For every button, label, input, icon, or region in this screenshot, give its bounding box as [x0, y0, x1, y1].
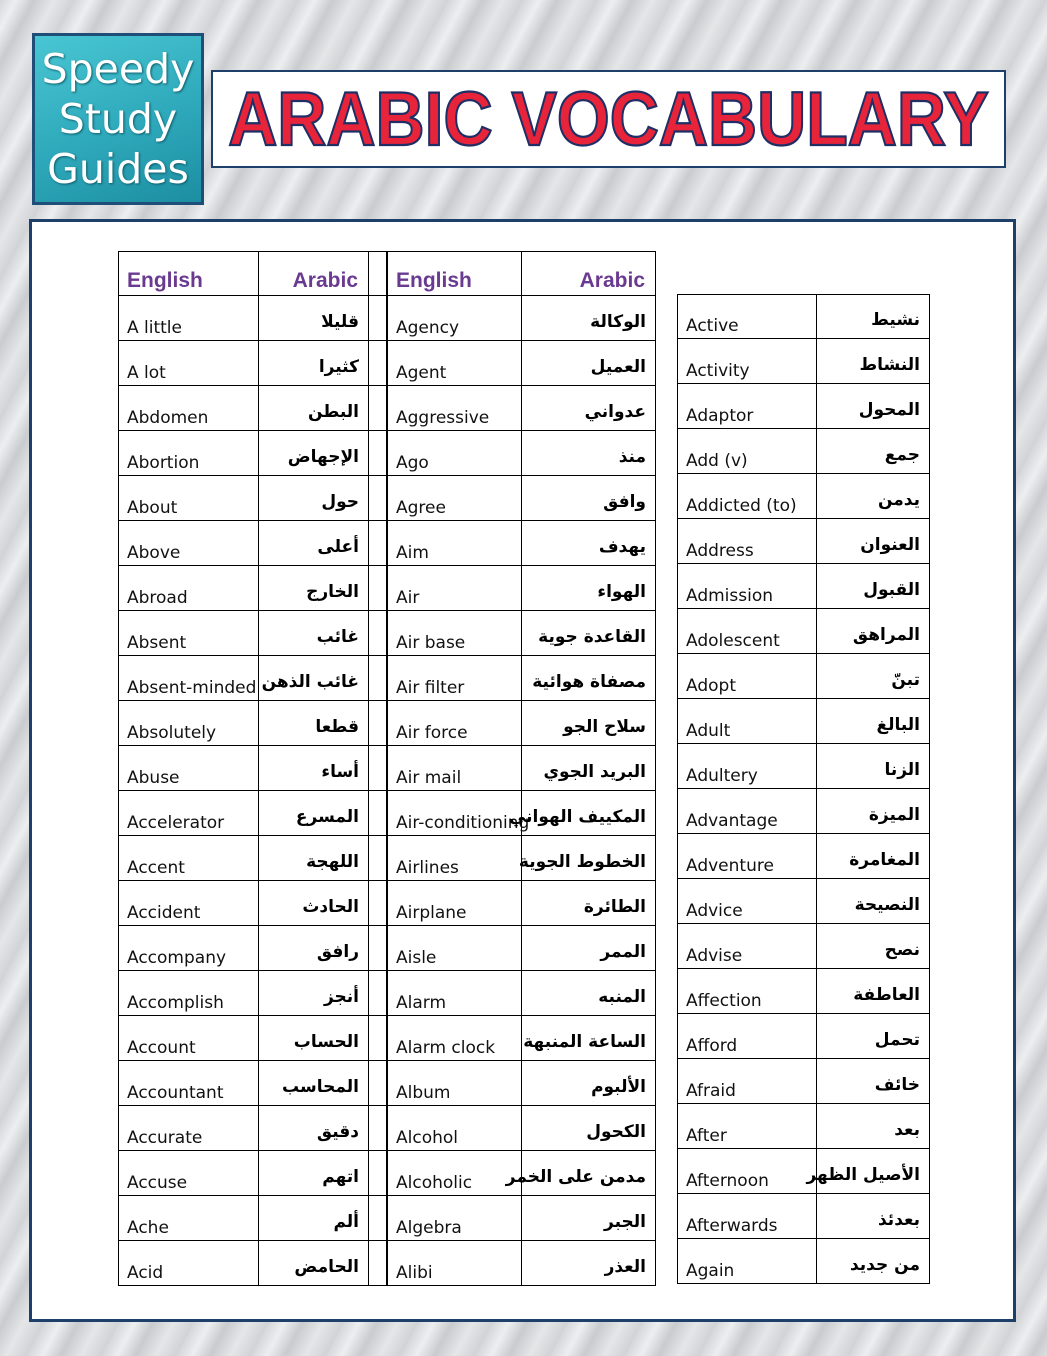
arabic-word: العاطفة — [817, 969, 930, 1014]
vocab-row — [387, 521, 656, 566]
english-word: Abuse — [118, 746, 259, 791]
arabic-word: يدمن — [817, 474, 930, 519]
arabic-word: الهواء — [522, 566, 656, 611]
english-word: Adaptor — [677, 384, 817, 429]
arabic-word: المسرع — [259, 791, 369, 836]
vocab-row — [387, 1241, 656, 1286]
arabic-word: بعدئذ — [817, 1194, 930, 1239]
english-word: Abdomen — [118, 386, 259, 431]
vocab-row — [387, 971, 656, 1016]
header-english: English — [118, 251, 259, 296]
arabic-word: غائب — [259, 611, 369, 656]
arabic-word: الخطوط الجوية — [522, 836, 656, 881]
vocab-row — [677, 744, 930, 789]
vocab-row — [118, 1196, 387, 1241]
arabic-word: الوكالة — [522, 296, 656, 341]
vocab-row — [387, 1106, 656, 1151]
arabic-word: النصيحة — [817, 879, 930, 924]
vocab-row — [387, 431, 656, 476]
arabic-word: الحامض — [259, 1241, 369, 1286]
spacer-cell — [369, 341, 387, 386]
vocab-row — [677, 879, 930, 924]
spacer-cell — [369, 791, 387, 836]
vocab-row — [118, 746, 387, 791]
spacer-cell — [369, 1061, 387, 1106]
arabic-word: رافق — [259, 926, 369, 971]
spacer-cell — [369, 971, 387, 1016]
spacer-cell — [369, 1196, 387, 1241]
vocab-row — [387, 386, 656, 431]
arabic-word: قطعا — [259, 701, 369, 746]
spacer-cell — [369, 881, 387, 926]
vocab-row — [387, 341, 656, 386]
arabic-word: الخارج — [259, 566, 369, 611]
arabic-word: ألم — [259, 1196, 369, 1241]
arabic-word: العذر — [522, 1241, 656, 1286]
english-word: Advantage — [677, 789, 817, 834]
vocab-row — [118, 476, 387, 521]
brand-logo — [32, 33, 204, 205]
english-word: Adultery — [677, 744, 817, 789]
vocab-row — [677, 654, 930, 699]
vocab-row — [677, 924, 930, 969]
arabic-word: حول — [259, 476, 369, 521]
vocab-row — [387, 1061, 656, 1106]
english-word: Algebra — [387, 1196, 522, 1241]
spacer-cell — [369, 431, 387, 476]
arabic-word: الساعة المنبهة — [522, 1016, 656, 1061]
vocab-row — [677, 519, 930, 564]
vocab-row — [118, 1151, 387, 1196]
arabic-word: من جديد — [817, 1239, 930, 1284]
vocab-row — [118, 1241, 387, 1286]
logo-line-1: Speedy — [41, 45, 195, 93]
english-word: A little — [118, 296, 259, 341]
arabic-word: وافق — [522, 476, 656, 521]
vocab-row — [677, 609, 930, 654]
header-english: English — [387, 251, 522, 296]
vocab-row — [387, 566, 656, 611]
arabic-word: القاعدة جوية — [522, 611, 656, 656]
vocab-row — [118, 566, 387, 611]
english-word: Air — [387, 566, 522, 611]
arabic-word: أساء — [259, 746, 369, 791]
english-word: Admission — [677, 564, 817, 609]
vocab-row — [677, 429, 930, 474]
vocab-row — [677, 1149, 930, 1194]
arabic-word: القبول — [817, 564, 930, 609]
english-word: Adopt — [677, 654, 817, 699]
logo-line-3: Guides — [47, 145, 189, 193]
arabic-word: البريد الجوي — [522, 746, 656, 791]
english-word: Alarm — [387, 971, 522, 1016]
arabic-word: المراهق — [817, 609, 930, 654]
vocab-row — [118, 431, 387, 476]
english-word: Above — [118, 521, 259, 566]
arabic-word: أنجز — [259, 971, 369, 1016]
english-word: Again — [677, 1239, 817, 1284]
english-word: Account — [118, 1016, 259, 1061]
spacer-cell — [369, 386, 387, 431]
spacer-cell — [369, 476, 387, 521]
arabic-word: قليلا — [259, 296, 369, 341]
arabic-word: الميزة — [817, 789, 930, 834]
english-word: Accent — [118, 836, 259, 881]
page-title: ARABIC VOCABULARY — [228, 76, 989, 162]
vocab-row — [677, 1104, 930, 1149]
arabic-word: الكحول — [522, 1106, 656, 1151]
arabic-word: مدمن على الخمر — [522, 1151, 656, 1196]
vocab-row — [118, 1016, 387, 1061]
english-word: Adult — [677, 699, 817, 744]
vocab-row — [387, 701, 656, 746]
vocab-row — [677, 294, 930, 339]
english-word: Ache — [118, 1196, 259, 1241]
arabic-word: نصح — [817, 924, 930, 969]
english-word: Airlines — [387, 836, 522, 881]
vocabulary-panel — [29, 219, 1016, 1322]
arabic-word: البالغ — [817, 699, 930, 744]
english-word: Album — [387, 1061, 522, 1106]
arabic-word: مصفاة هوائية — [522, 656, 656, 701]
english-word: Accountant — [118, 1061, 259, 1106]
english-word: Active — [677, 294, 817, 339]
vocab-row — [118, 656, 387, 701]
english-word: Agree — [387, 476, 522, 521]
header-arabic: Arabic — [259, 251, 369, 296]
english-word: Absent-minded — [118, 656, 259, 701]
english-word: Alcohol — [387, 1106, 522, 1151]
arabic-word: دقيق — [259, 1106, 369, 1151]
arabic-word: المحول — [817, 384, 930, 429]
arabic-word: النشاط — [817, 339, 930, 384]
vocab-row — [677, 1059, 930, 1104]
vocab-row — [677, 789, 930, 834]
vocab-row — [387, 746, 656, 791]
arabic-word: جمع — [817, 429, 930, 474]
arabic-word: الممر — [522, 926, 656, 971]
arabic-word: المحاسب — [259, 1061, 369, 1106]
spacer-cell — [369, 836, 387, 881]
vocab-row — [118, 341, 387, 386]
arabic-word: منذ — [522, 431, 656, 476]
header-row — [118, 251, 387, 296]
vocab-row — [118, 926, 387, 971]
english-word: Afford — [677, 1014, 817, 1059]
english-word: Alibi — [387, 1241, 522, 1286]
english-word: Advise — [677, 924, 817, 969]
english-word: Ago — [387, 431, 522, 476]
arabic-word: الأصيل الظهر — [817, 1149, 930, 1194]
arabic-word: المغامرة — [817, 834, 930, 879]
vocab-row — [387, 1016, 656, 1061]
spacer-cell — [369, 251, 387, 296]
english-word: Air base — [387, 611, 522, 656]
arabic-word: يهدف — [522, 521, 656, 566]
arabic-word: الزنا — [817, 744, 930, 789]
english-word: Advice — [677, 879, 817, 924]
english-word: Air mail — [387, 746, 522, 791]
arabic-word: كثيرا — [259, 341, 369, 386]
vocab-row — [118, 701, 387, 746]
vocab-row — [677, 1239, 930, 1284]
english-word: Alarm clock — [387, 1016, 522, 1061]
arabic-word: أعلى — [259, 521, 369, 566]
vocab-row — [118, 521, 387, 566]
english-word: Aggressive — [387, 386, 522, 431]
english-word: Address — [677, 519, 817, 564]
header-row — [387, 251, 656, 296]
english-word: Airplane — [387, 881, 522, 926]
vocab-row — [677, 834, 930, 879]
english-word: Accompany — [118, 926, 259, 971]
vocab-row — [387, 656, 656, 701]
spacer-cell — [369, 701, 387, 746]
arabic-word: اللهجة — [259, 836, 369, 881]
arabic-word: نشيط — [817, 294, 930, 339]
english-word: Abortion — [118, 431, 259, 476]
spacer-cell — [369, 1016, 387, 1061]
arabic-word: الإجهاض — [259, 431, 369, 476]
spacer-cell — [369, 611, 387, 656]
vocab-row — [677, 969, 930, 1014]
vocab-row — [677, 384, 930, 429]
english-word: Aim — [387, 521, 522, 566]
vocab-row — [387, 296, 656, 341]
english-word: Adolescent — [677, 609, 817, 654]
english-word: Acid — [118, 1241, 259, 1286]
header-arabic: Arabic — [522, 251, 656, 296]
vocab-row — [387, 1196, 656, 1241]
spacer-cell — [369, 926, 387, 971]
arabic-word: الجبر — [522, 1196, 656, 1241]
arabic-word: الحساب — [259, 1016, 369, 1061]
english-word: Aisle — [387, 926, 522, 971]
english-word: Air force — [387, 701, 522, 746]
arabic-word: خائف — [817, 1059, 930, 1104]
english-word: Abroad — [118, 566, 259, 611]
vocab-row — [677, 339, 930, 384]
vocab-row — [118, 971, 387, 1016]
arabic-word: سلاح الجو — [522, 701, 656, 746]
spacer-cell — [369, 521, 387, 566]
spacer-cell — [369, 1106, 387, 1151]
arabic-word: الطائرة — [522, 881, 656, 926]
arabic-word: غائب الذهن — [259, 656, 369, 701]
vocab-row — [677, 1194, 930, 1239]
spacer-cell — [369, 566, 387, 611]
vocab-row — [677, 1014, 930, 1059]
logo-line-2: Study — [58, 95, 178, 143]
vocab-row — [118, 881, 387, 926]
vocab-row — [387, 791, 656, 836]
english-word: Air-conditioning — [387, 791, 522, 836]
english-word: About — [118, 476, 259, 521]
english-word: Alcoholic — [387, 1151, 522, 1196]
english-word: Add (v) — [677, 429, 817, 474]
title-banner — [211, 70, 1006, 168]
english-word: Air filter — [387, 656, 522, 701]
vocab-row — [118, 1061, 387, 1106]
english-word: Accident — [118, 881, 259, 926]
english-word: Agent — [387, 341, 522, 386]
english-word: Absolutely — [118, 701, 259, 746]
english-word: Absent — [118, 611, 259, 656]
arabic-word: المكييف الهواني — [522, 791, 656, 836]
english-word: Accurate — [118, 1106, 259, 1151]
vocab-row — [677, 564, 930, 609]
arabic-word: المنبه — [522, 971, 656, 1016]
english-word: Adventure — [677, 834, 817, 879]
spacer-cell — [369, 1151, 387, 1196]
arabic-word: تحمل — [817, 1014, 930, 1059]
vocab-row — [118, 791, 387, 836]
english-word: Accomplish — [118, 971, 259, 1016]
arabic-word: اتهم — [259, 1151, 369, 1196]
arabic-word: العميل — [522, 341, 656, 386]
spacer-cell — [369, 746, 387, 791]
english-word: After — [677, 1104, 817, 1149]
vocab-row — [118, 1106, 387, 1151]
english-word: Accelerator — [118, 791, 259, 836]
vocab-row — [387, 611, 656, 656]
arabic-word: العنوان — [817, 519, 930, 564]
vocab-row — [118, 296, 387, 341]
vocab-row — [118, 836, 387, 881]
spacer-cell — [369, 1241, 387, 1286]
arabic-word: عدواني — [522, 386, 656, 431]
english-word: Afterwards — [677, 1194, 817, 1239]
arabic-word: الألبوم — [522, 1061, 656, 1106]
arabic-word: البطن — [259, 386, 369, 431]
english-word: Agency — [387, 296, 522, 341]
vocab-row — [677, 699, 930, 744]
vocab-row — [387, 881, 656, 926]
vocab-row — [387, 926, 656, 971]
vocab-row — [118, 386, 387, 431]
english-word: A lot — [118, 341, 259, 386]
english-word: Addicted (to) — [677, 474, 817, 519]
english-word: Afternoon — [677, 1149, 817, 1194]
english-word: Afraid — [677, 1059, 817, 1104]
english-word: Accuse — [118, 1151, 259, 1196]
vocab-row — [387, 1151, 656, 1196]
english-word: Affection — [677, 969, 817, 1014]
vocab-row — [118, 611, 387, 656]
arabic-word: بعد — [817, 1104, 930, 1149]
spacer-cell — [369, 656, 387, 701]
vocab-row — [677, 474, 930, 519]
vocab-row — [387, 476, 656, 521]
english-word: Activity — [677, 339, 817, 384]
arabic-word: الحادث — [259, 881, 369, 926]
arabic-word: تبنّ — [817, 654, 930, 699]
spacer-cell — [369, 296, 387, 341]
vocab-row — [387, 836, 656, 881]
